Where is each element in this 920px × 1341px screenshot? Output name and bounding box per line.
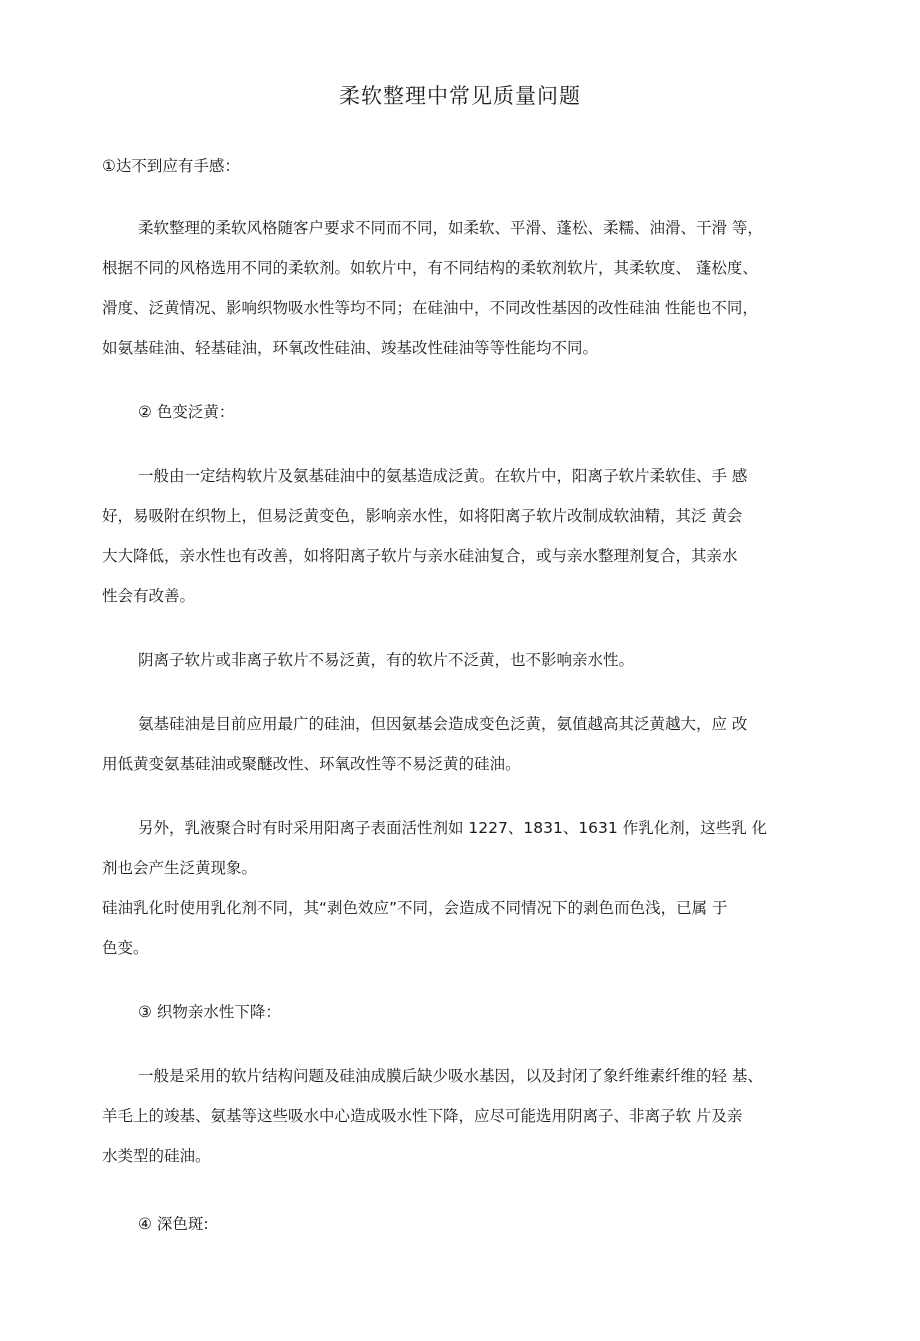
paragraph-line: 性会有改善。	[102, 587, 196, 605]
section-heading-2: ② 色变泛黄：	[138, 403, 235, 421]
paragraph-line: 大大降低，亲水性也有改善，如将阳离子软片与亲水硅油复合，或与亲水整理剂复合，其亲水	[102, 547, 738, 565]
paragraph-line: 色变。	[102, 939, 149, 957]
section-heading-3: ③ 织物亲水性下降：	[138, 1003, 281, 1021]
section-heading-1: ①达不到应有手感：	[102, 157, 240, 175]
paragraph-line: 另外，乳液聚合时有时采用阳离子表面活性剂如 1227、1831、1631 作乳化剂，这些乳 化	[138, 819, 768, 837]
paragraph-line: 一般是采用的软片结构问题及硅油成膜后缺少吸水基因，以及封闭了象纤维素纤维的轻 基、	[138, 1067, 763, 1085]
page-title: 柔软整理中常见质量问题	[339, 84, 581, 108]
paragraph-line: 氨基硅油是目前应用最广的硅油，但因氨基会造成变色泛黄，氨值越高其泛黄越大，应 改	[138, 715, 748, 733]
paragraph-line: 剂也会产生泛黄现象。	[102, 859, 258, 877]
paragraph-line: 羊毛上的竣基、氨基等这些吸水中心造成吸水性下降，应尽可能选用阴离子、非离子软 片及亲	[102, 1107, 743, 1125]
paragraph-line: 阴离子软片或非离子软片不易泛黄，有的软片不泛黄，也不影响亲水性。	[138, 651, 635, 669]
paragraph-line: 好，易吸附在织物上，但易泛黄变色，影响亲水性，如将阳离子软片改制成软油精，其泛 黄会	[102, 507, 743, 525]
paragraph-line: 柔软整理的柔软风格随客户要求不同而不同，如柔软、平滑、蓬松、柔糯、油滑、干滑 等，	[138, 219, 763, 237]
paragraph-line: 水类型的硅油。	[102, 1147, 211, 1165]
paragraph-line: 硅油乳化时使用乳化剂不同，其“剥色效应”不同，会造成不同情况下的剥色而色浅，已属 于	[102, 899, 728, 917]
paragraph-line: 根据不同的风格选用不同的柔软剂。如软片中，有不同结构的柔软剂软片，其柔软度、 蓬松度、	[102, 259, 758, 277]
paragraph-line: 如氨基硅油、轻基硅油，环氧改性硅油、竣基改性硅油等等性能均不同。	[102, 339, 599, 357]
paragraph-line: 一般由一定结构软片及氨基硅油中的氨基造成泛黄。在软片中，阳离子软片柔软佳、手 感	[138, 467, 748, 485]
section-heading-4: ④ 深色斑:	[138, 1215, 209, 1233]
paragraph-line: 滑度、泛黄情况、影响织物吸水性等均不同；在硅油中，不同改性基因的改性硅油 性能也不同，	[102, 299, 758, 317]
paragraph-line: 用低黄变氨基硅油或聚醚改性、环氧改性等不易泛黄的硅油。	[102, 755, 521, 773]
